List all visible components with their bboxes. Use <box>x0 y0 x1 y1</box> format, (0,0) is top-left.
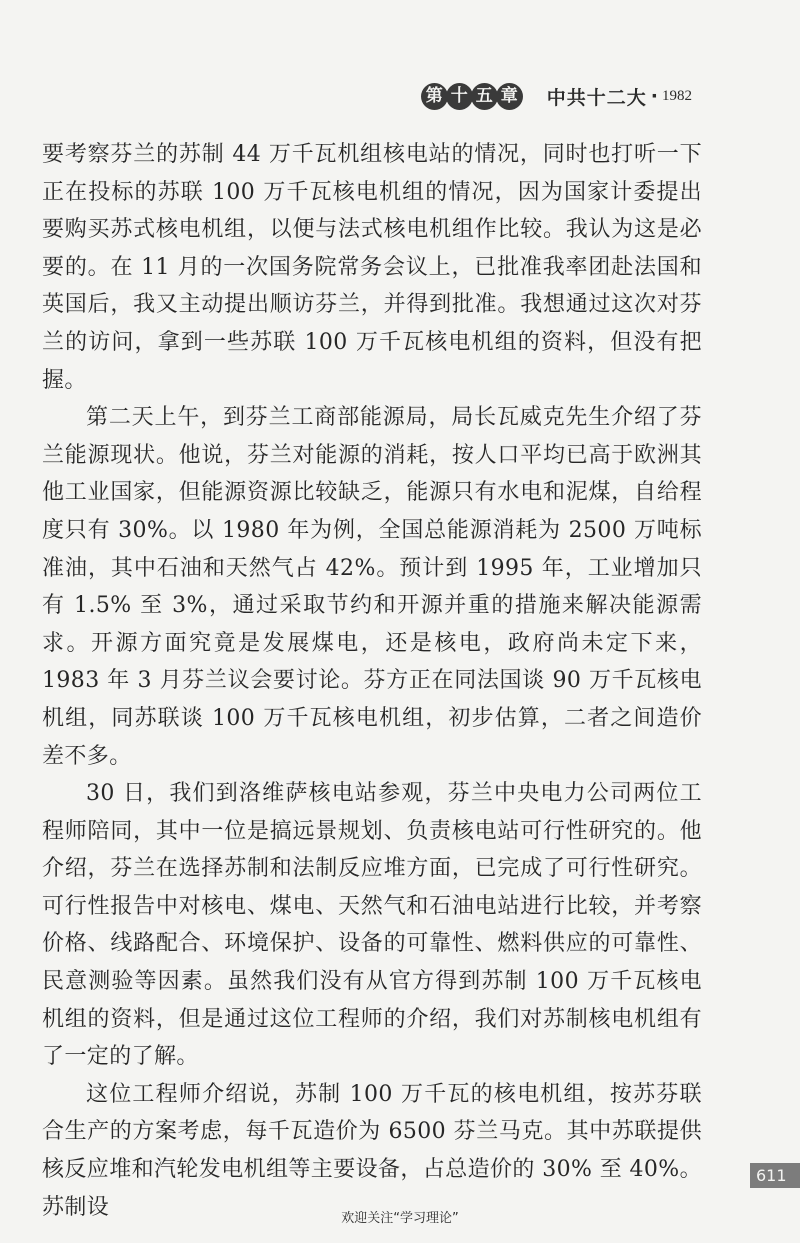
chapter-badge: 第 <box>421 83 448 110</box>
chapter-year: 1982 <box>662 87 692 104</box>
chapter-badge: 章 <box>496 83 523 110</box>
body-text <box>42 136 702 1226</box>
paragraph: 这位工程师介绍说，苏制 100 万千瓦的核电机组，按苏芬联合生产的方案考虑，每千瓦造价为 6500 芬兰马克。其中苏联提供核反应堆和汽轮发电机组等主要设备，占总造价的 30% 至 40%。苏制设 <box>42 1081 702 1220</box>
paragraph: 要考察芬兰的苏制 44 万千瓦机组核电站的情况，同时也打听一下正在投标的苏联 100 万千瓦核电机组的情况，因为国家计委提出要购买苏式核电机组，以便与法式核电机组作比较。我认为这是必要的。在 11 月的一次国务院常务会议上，已批准我率团赴法国和英国后，我又主动提出顺访芬兰，并得到批准。我想通过这次对芬兰的访问，拿到一些苏联 100 万千瓦核电机组的资料，但没有把握。 <box>42 142 702 393</box>
paragraph: 第二天上午，到芬兰工商部能源局，局长瓦威克先生介绍了芬兰能源现状。他说，芬兰对能源的消耗，按人口平均已高于欧洲其他工业国家，但能源资源比较缺乏，能源只有水电和泥煤，自给程度只有 30%。以 1980 年为例，全国总能源消耗为 2500 万吨标准油，其中石油和天然气占 42%。预计到 1995 年，工业增加只有 1.5% 至 3%，通过采取节约和开源并重的措施来解决能源需求。开源方面究竟是发展煤电，还是核电，政府尚未定下来，1983 年 3 月芬兰议会要讨论。芬方正在同法国谈 90 万千瓦核电机组，同苏联谈 100 万千瓦核电机组，初步估算，二者之间造价差不多。 <box>42 405 702 769</box>
chapter-title: 中共十二大 <box>546 86 647 109</box>
header-separator: · <box>650 85 658 107</box>
chapter-badge: 五 <box>471 83 498 110</box>
running-header <box>421 78 692 114</box>
footer-text: 欢迎关注“学习理论” <box>341 1211 459 1226</box>
chapter-badge: 十 <box>446 83 473 110</box>
page-number: 611 <box>750 1163 800 1188</box>
paragraph: 30 日，我们到洛维萨核电站参观，芬兰中央电力公司两位工程师陪同，其中一位是搞远景规划、负责核电站可行性研究的。他介绍，芬兰在选择苏制和法制反应堆方面，已完成了可行性研究。可行性报告中对核电、煤电、天然气和石油电站进行比较，并考察价格、线路配合、环境保护、设备的可靠性、燃料供应的可靠性、民意测验等因素。虽然我们没有从官方得到苏制 100 万千瓦核电机组的资料，但是通过这位工程师的介绍，我们对苏制核电机组有了一定的了解。 <box>42 781 702 1070</box>
chapter-badge-group <box>421 83 521 110</box>
